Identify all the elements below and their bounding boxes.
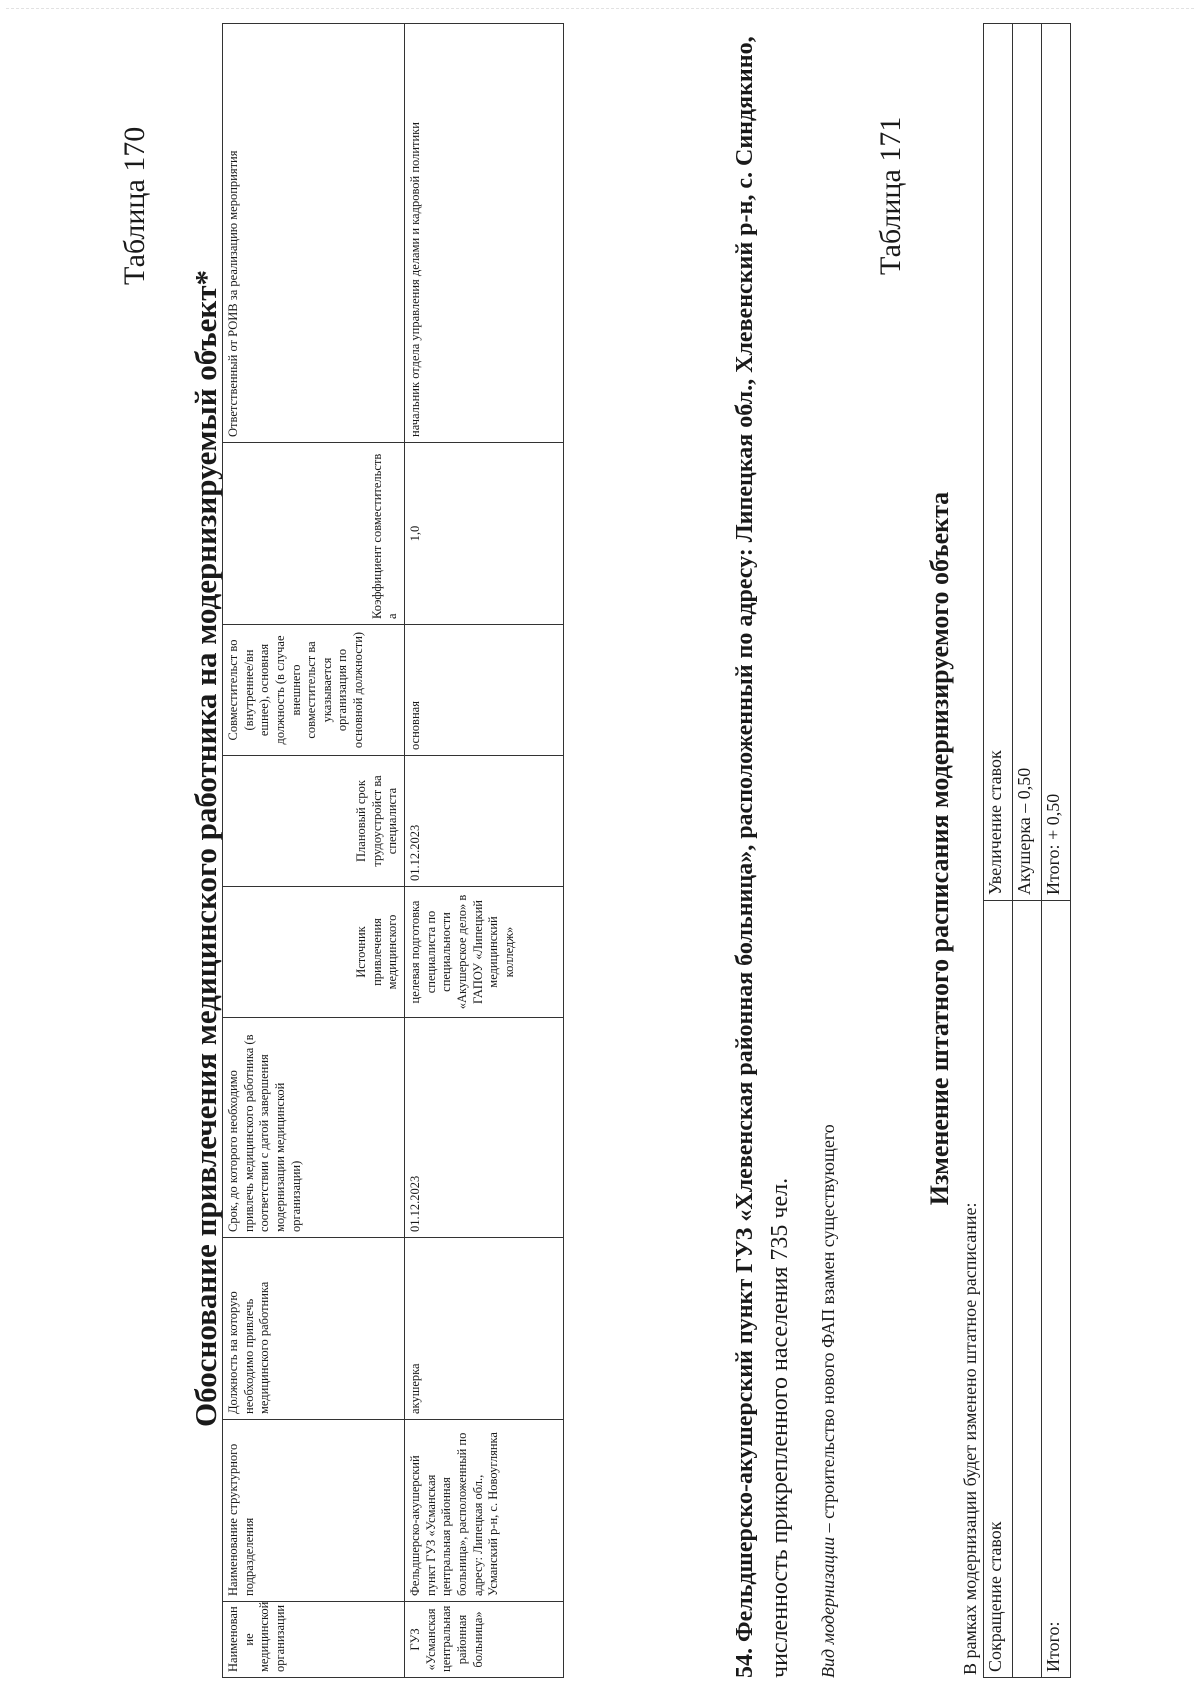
table-row bbox=[405, 24, 564, 1678]
cell-responsible: начальник отдела управления делами и кадровой политики bbox=[405, 24, 564, 443]
modernization-type bbox=[818, 1124, 839, 1678]
table-row bbox=[1013, 24, 1042, 1678]
cell-org-name: ГУЗ «Усманская центральная районная больница» bbox=[405, 1602, 564, 1678]
cell-subdivision: Фельдшерско-акушерский пункт ГУЗ «Усманская центральная районная больница», расположенный по адресу: Липецкая обл., Усманский р-н, с. Новоуглянка bbox=[405, 1420, 564, 1602]
table-170-header-row bbox=[223, 24, 405, 1678]
section-54-heading-bold: 54. Фельдшерско-акушерский пункт ГУЗ «Хлевенская районная больница», расположенный по адресу: Липецкая обл., Хлевенский р-н, с. Синдякино, bbox=[732, 36, 758, 1678]
table-171 bbox=[983, 23, 1071, 1678]
modernization-type-label: Вид модернизации bbox=[818, 1536, 838, 1678]
cell-planned-date: 01.12.2023 bbox=[405, 756, 564, 887]
table-171-intro: В рамках модернизации будет изменено штатное расписание: bbox=[960, 1202, 980, 1675]
cell-coefficient: 1,0 bbox=[405, 443, 564, 625]
table-171-title: Изменение штатного расписания модернизируемого объекта bbox=[925, 491, 954, 1206]
cell-part-time: основная bbox=[405, 625, 564, 756]
header-source: Источник привлечения медицинского bbox=[223, 887, 405, 1018]
cell-reduction-total: Итого: bbox=[1042, 901, 1071, 1678]
header-planned-date: Плановый срок трудоустройст ва специалиста bbox=[223, 756, 405, 887]
header-coefficient: Коэффициент совместительств а bbox=[223, 443, 405, 625]
header-part-time: Совместительст во (внутреннее/вн ешнее), основная должность (в случае внешнего совместительст ва указывается организация по основной должности) bbox=[223, 625, 405, 756]
header-org-name: Наименован ие медицинской организации bbox=[223, 1602, 405, 1678]
header-increase: Увеличение ставок bbox=[984, 24, 1013, 901]
table-170-label: Таблица 170 bbox=[118, 126, 151, 285]
cell-increase-midwife: Акушерка – 0,50 bbox=[1013, 24, 1042, 901]
cell-reduction-empty bbox=[1013, 901, 1042, 1678]
table-row bbox=[984, 24, 1013, 1678]
table-170-title: Обоснование привлечения медицинского работника на модернизируемый объект* bbox=[188, 270, 223, 1427]
table-row bbox=[1042, 24, 1071, 1678]
cell-position: акушерка bbox=[405, 1238, 564, 1420]
table-171-label: Таблица 171 bbox=[874, 116, 907, 275]
header-position: Должность на которую необходимо привлечь медицинского работника bbox=[223, 1238, 405, 1420]
table-170 bbox=[222, 23, 564, 1678]
section-54-heading bbox=[728, 18, 798, 1678]
modernization-type-value: – строительство нового ФАП взамен существующего bbox=[818, 1124, 838, 1537]
cell-source: целевая подготовка специалиста по специальности «Акушерское дело» в ГАПОУ «Липецкий медицинский колледж» bbox=[405, 887, 564, 1018]
cell-increase-total: Итого: + 0,50 bbox=[1042, 24, 1071, 901]
header-deadline: Срок, до которого необходимо привлечь медицинского работника (в соответствии с датой завершения модернизации медицинской организации) bbox=[223, 1018, 405, 1238]
header-responsible: Ответственный от РОИВ за реализацию мероприятия bbox=[223, 24, 405, 443]
cell-deadline: 01.12.2023 bbox=[405, 1018, 564, 1238]
section-54-population: численность прикрепленного населения 735 чел. bbox=[766, 1177, 793, 1678]
header-reduction: Сокращение ставок bbox=[984, 901, 1013, 1678]
header-subdivision: Наименование структурного подразделения bbox=[223, 1420, 405, 1602]
